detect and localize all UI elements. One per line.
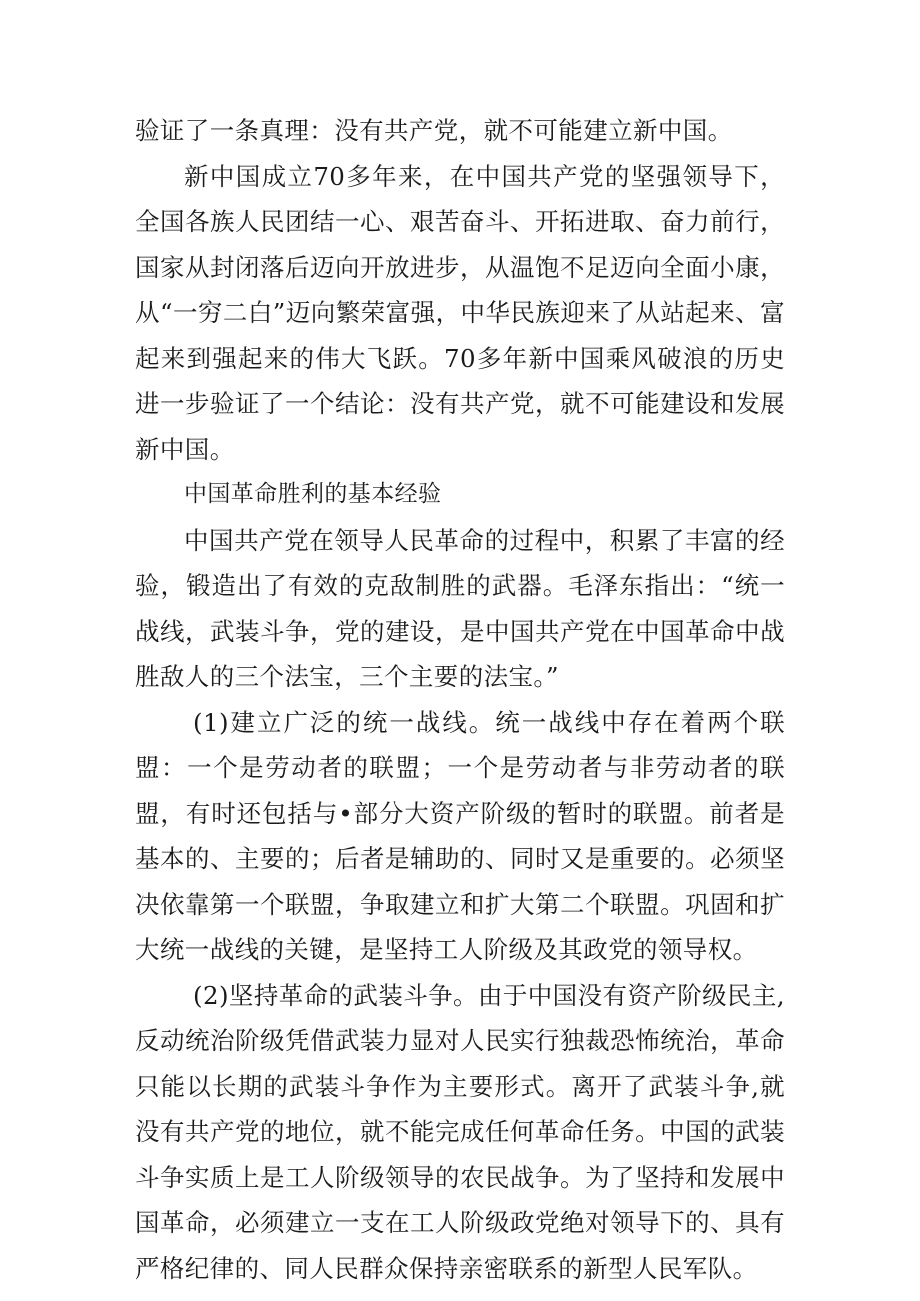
paragraph-united-front: (1)建立广泛的统一战线。统一战线中存在着两个联盟：一个是劳动者的联盟；一个是劳动者与非劳动者的联盟，有时还包括与•部分大资产阶级的暂时的联盟。前者是基本的、主要的；后者是辅助的、同时又是重要的。必须坚决依靠第一个联盟，争取建立和扩大第二个联盟。巩固和扩大统一战线的关键，是坚持工人阶级及其政党的领导权。 [135,707,785,964]
paragraph-continuation: 验证了一条真理：没有共产党，就不可能建立新中国。 [135,116,733,145]
paragraph-armed-struggle: (2)坚持革命的武装斗争。由于中国没有资产阶级民主,反动统治阶级凭借武装力显对人民实行独裁恐怖统治，革命只能以长期的武装斗争作为主要形式。离开了武装斗争,就没有共产党的地位，就不能完成任何革命任务。中国的武装斗争实质上是工人阶级领导的农民战争。为了坚持和发展中国革命，必须建立一支在工人阶级政党绝对领导下的、具有严格纪律的、同人民群众保持亲密联系的新型人民军队。 [135,980,785,1283]
document-body [135,108,785,1291]
paragraph-new-china-70-years: 新中国成立70多年来，在中国共产党的坚强领导下，全国各族人民团结一心、艰苦奋斗、开拓进取、奋力前行，国家从封闭落后迈向开放进步，从温饱不足迈向全面小康，从“一穷二白”迈向繁荣富强，中华民族迎来了从站起来、富起来到强起来的伟大飞跃。70多年新中国乘风破浪的历史进一步验证了一个结论：没有共产党，就不可能建设和发展新中国。 [135,161,785,464]
section-heading: 中国革命胜利的基本经验 [184,481,442,507]
paragraph-three-magic-weapons: 中国共产党在领导人民革命的过程中，积累了丰富的经验，锻造出了有效的克敌制胜的武器。毛泽东指出：“统一战线，武装斗争，党的建设，是中国共产党在中国革命中战胜敌人的三个法宝，三个主要的法宝。” [135,525,785,691]
